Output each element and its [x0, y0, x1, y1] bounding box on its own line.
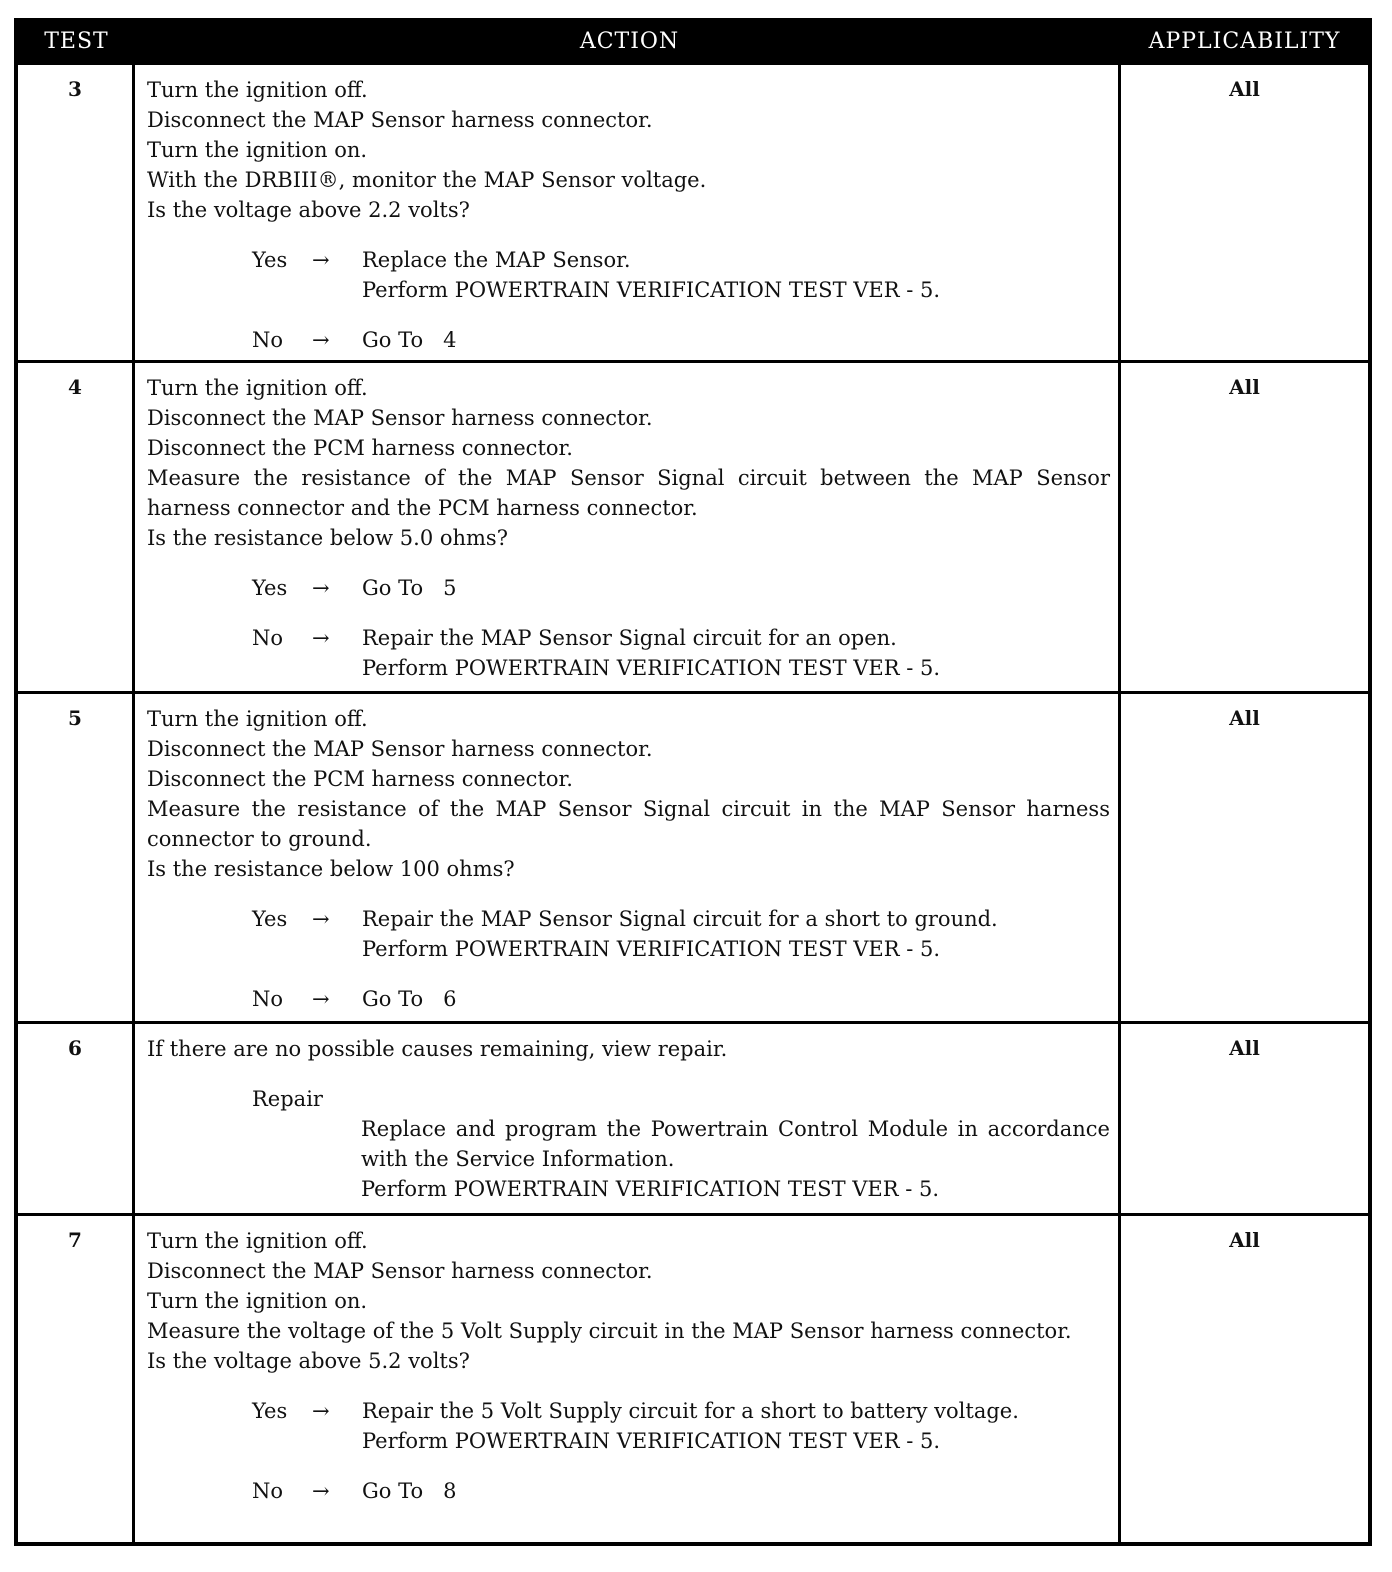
yes-label: Yes: [252, 907, 288, 931]
arrow-right-icon: →: [312, 987, 330, 1011]
yes-result: [147, 573, 1110, 603]
step: Disconnect the MAP Sensor harness connector.: [147, 406, 653, 430]
step: Turn the ignition off.: [147, 376, 368, 400]
applicability-value: All: [1229, 1036, 1260, 1060]
step: Disconnect the MAP Sensor harness connector.: [147, 108, 653, 132]
repair-label: Repair: [252, 1087, 323, 1111]
table-row: [18, 1021, 1368, 1213]
table-row: [18, 62, 1368, 360]
diagnostic-test-table: [14, 18, 1372, 1546]
no-result: [147, 623, 1110, 683]
arrow-right-icon: →: [312, 1399, 330, 1423]
test-number: 7: [18, 1216, 135, 1546]
yes-label: Yes: [252, 248, 288, 272]
step: Turn the ignition on.: [147, 138, 368, 162]
step: Turn the ignition on.: [147, 1289, 368, 1313]
result-line: Go To 6: [362, 987, 457, 1011]
no-label: No: [252, 626, 284, 650]
result-line: Perform POWERTRAIN VERIFICATION TEST VER - 5.: [362, 278, 941, 302]
action-cell: [138, 1216, 1121, 1546]
result-line: Go To 8: [362, 1479, 457, 1503]
step: Measure the resistance of the MAP Sensor Signal circuit between the MAP Sensor harness connector and the PCM harness connector.: [147, 466, 1110, 520]
step: Turn the ignition off.: [147, 78, 368, 102]
action-cell: [138, 363, 1121, 691]
test-number: 6: [18, 1024, 135, 1213]
result-line: Go To 5: [362, 576, 457, 600]
step: Disconnect the MAP Sensor harness connector.: [147, 737, 653, 761]
repair-text: Replace and program the Powertrain Control Module in accordance with the Service Information.: [361, 1117, 1110, 1171]
step: Is the resistance below 5.0 ohms?: [147, 526, 508, 550]
yes-result: [147, 245, 1110, 305]
step: Is the voltage above 2.2 volts?: [147, 198, 470, 222]
arrow-right-icon: →: [312, 1479, 330, 1503]
result-line: Repair the 5 Volt Supply circuit for a short to battery voltage.: [362, 1399, 1019, 1423]
table-row: [18, 1213, 1368, 1546]
yes-label: Yes: [252, 576, 288, 600]
result-line: Repair the MAP Sensor Signal circuit for an open.: [362, 626, 897, 650]
test-number: 4: [18, 363, 135, 691]
arrow-right-icon: →: [312, 907, 330, 931]
step: Disconnect the PCM harness connector.: [147, 436, 573, 460]
arrow-right-icon: →: [312, 626, 330, 650]
step: Turn the ignition off.: [147, 707, 368, 731]
step: Disconnect the MAP Sensor harness connector.: [147, 1259, 653, 1283]
no-result: [147, 1476, 1110, 1506]
applicability-value: All: [1229, 77, 1260, 101]
action-cell: [138, 65, 1121, 360]
result-line: Repair the MAP Sensor Signal circuit for a short to ground.: [362, 907, 998, 931]
step: Is the resistance below 100 ohms?: [147, 857, 515, 881]
applicability-value: All: [1229, 1228, 1260, 1252]
step: With the DRBIII®, monitor the MAP Sensor voltage.: [147, 168, 707, 192]
result-line: Perform POWERTRAIN VERIFICATION TEST VER - 5.: [362, 1429, 941, 1453]
result-line: Go To 4: [362, 328, 457, 352]
no-label: No: [252, 328, 284, 352]
step: Disconnect the PCM harness connector.: [147, 767, 573, 791]
action-cell: [138, 1024, 1121, 1213]
arrow-right-icon: →: [312, 576, 330, 600]
header-applicability: APPLICABILITY: [1148, 29, 1341, 54]
yes-result: [147, 904, 1110, 964]
test-number: 3: [18, 65, 135, 360]
yes-result: [147, 1396, 1110, 1456]
applicability-value: All: [1229, 706, 1260, 730]
action-cell: [138, 694, 1121, 1021]
no-result: [147, 984, 1110, 1014]
result-line: Replace the MAP Sensor.: [362, 248, 631, 272]
repair-perform: Perform POWERTRAIN VERIFICATION TEST VER - 5.: [361, 1177, 940, 1201]
step: Turn the ignition off.: [147, 1229, 368, 1253]
arrow-right-icon: →: [312, 328, 330, 352]
applicability-value: All: [1229, 375, 1260, 399]
table-row: [18, 691, 1368, 1021]
table-header: [18, 22, 1368, 62]
yes-label: Yes: [252, 1399, 288, 1423]
result-line: Perform POWERTRAIN VERIFICATION TEST VER - 5.: [362, 656, 941, 680]
step: Measure the voltage of the 5 Volt Supply circuit in the MAP Sensor harness connector.: [147, 1319, 1072, 1343]
header-test: TEST: [44, 29, 109, 54]
step: If there are no possible causes remaining, view repair.: [147, 1037, 728, 1061]
result-line: Perform POWERTRAIN VERIFICATION TEST VER - 5.: [362, 937, 941, 961]
table-row: [18, 360, 1368, 691]
step: Is the voltage above 5.2 volts?: [147, 1349, 470, 1373]
step: Measure the resistance of the MAP Sensor Signal circuit in the MAP Sensor harness connector to ground.: [147, 797, 1110, 851]
no-label: No: [252, 987, 284, 1011]
header-action: ACTION: [579, 29, 680, 54]
test-number: 5: [18, 694, 135, 1021]
no-result: [147, 325, 1110, 355]
no-label: No: [252, 1479, 284, 1503]
arrow-right-icon: →: [312, 248, 330, 272]
